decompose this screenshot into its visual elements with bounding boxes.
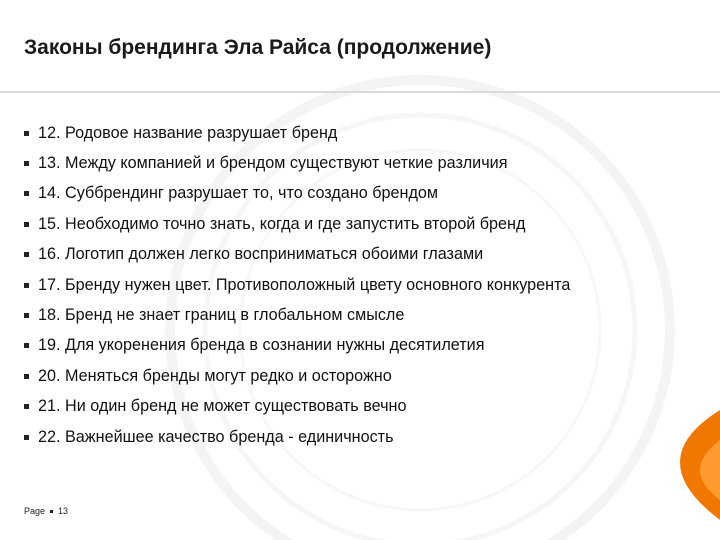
bullet-icon: [24, 435, 29, 440]
bullet-icon: [24, 161, 29, 166]
list-item-text: 17. Бренду нужен цвет. Противоположный цвету основного конкурента: [38, 275, 571, 294]
list-item-text: 16. Логотип должен легко восприниматься обоими глазами: [38, 245, 484, 264]
separator-dot-icon: [50, 510, 53, 513]
bullet-icon: [24, 131, 29, 136]
list-item-text: 20. Меняться бренды могут редко и осторожно: [38, 366, 392, 385]
list-item-text: 18. Бренд не знает границ в глобальном смысле: [38, 306, 405, 325]
list-item-text: 14. Суббрендинг разрушает то, что создано брендом: [38, 184, 439, 203]
list-item-text: 22. Важнейшее качество бренда - единичность: [38, 427, 394, 446]
bullet-icon: [24, 343, 29, 348]
list-item: [24, 118, 570, 148]
list-item: [24, 361, 570, 391]
bullet-icon: [24, 374, 29, 379]
page-label: Page: [24, 506, 46, 516]
list-item: [24, 422, 570, 452]
list-item-text: 19. Для укоренения бренда в сознании нужны десятилетия: [38, 336, 485, 355]
list-item-text: 12. Родовое название разрушает бренд: [38, 123, 338, 142]
list-item: [24, 240, 570, 270]
list-item: [24, 392, 570, 422]
list-item-text: 21. Ни один бренд не может существовать вечно: [38, 397, 407, 416]
slide-title: Законы брендинга Эла Райса (продолжение): [24, 36, 492, 59]
list-item: [24, 270, 570, 300]
list-item: [24, 209, 570, 239]
bullet-icon: [24, 191, 29, 196]
bullet-icon: [24, 222, 29, 227]
list-item-text: 13. Между компанией и брендом существуют четкие различия: [38, 154, 508, 173]
list-item: [24, 300, 570, 330]
bullet-icon: [24, 283, 29, 288]
bullet-icon: [24, 313, 29, 318]
list-item-text: 15. Необходимо точно знать, когда и где запустить второй бренд: [38, 214, 526, 233]
bullet-icon: [24, 404, 29, 409]
bullet-icon: [24, 252, 29, 257]
bullet-list: [24, 118, 570, 452]
list-item: [24, 179, 570, 209]
title-divider: [0, 91, 720, 93]
page-number: 13: [58, 506, 69, 516]
list-item: [24, 331, 570, 361]
list-item: [24, 148, 570, 178]
page-footer: [24, 506, 68, 516]
